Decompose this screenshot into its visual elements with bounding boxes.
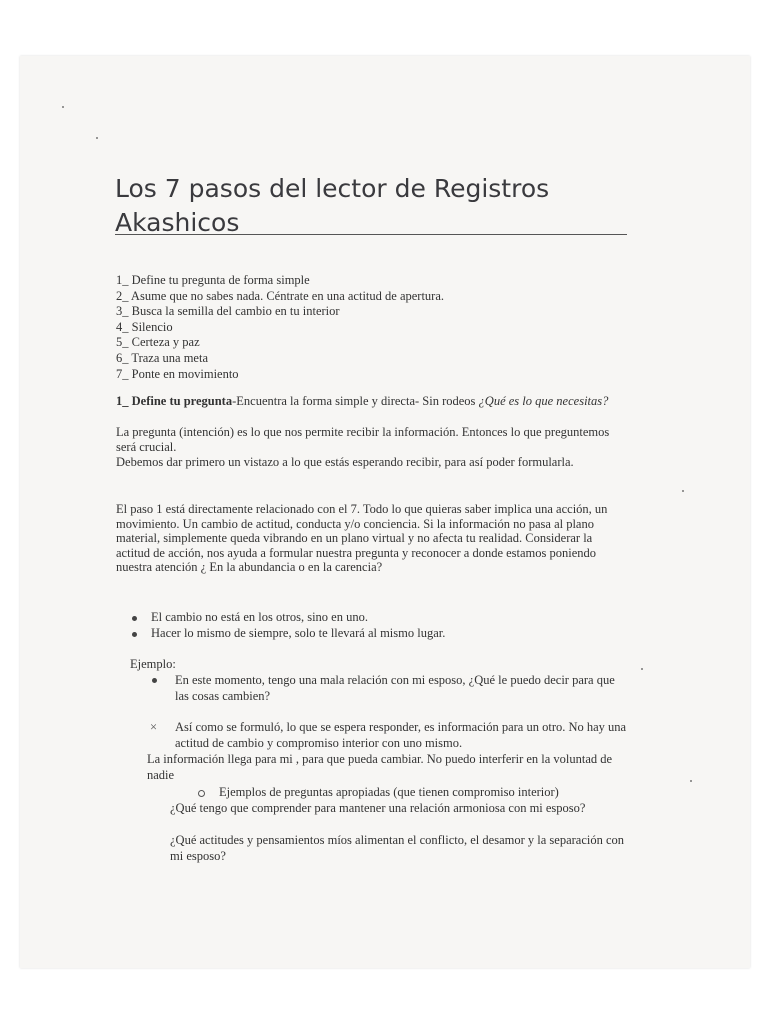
info-line: La información llega para mi , para que pueda cambiar. No puedo interferir en la voluntad de nadie: [147, 752, 613, 782]
paragraph-intention: La pregunta (intención) es lo que nos permite recibir la información. Entonces lo que preguntemos será crucial.: [116, 425, 610, 454]
sub-bullet: Ejemplos de preguntas apropiadas (que tienen compromiso interior): [198, 784, 559, 800]
step-item: 4_ Silencio: [116, 319, 173, 334]
steps-list: [116, 273, 444, 382]
question-2: ¿Qué actitudes y pensamientos míos alimentan el conflicto, el desamor y la separación con mi esposo?: [170, 833, 625, 863]
paper-speck: [682, 490, 684, 492]
ejemplo-item: En este momento, tengo una mala relación con mi esposo, ¿Qué le puedo decir para que las cosas cambien?: [152, 672, 622, 704]
step-item: 1_ Define tu pregunta de forma simple: [116, 273, 310, 287]
paper-speck: [62, 106, 64, 108]
step1-text: -Encuentra la forma simple y directa- Sin rodeos: [232, 394, 479, 408]
document-title: Los 7 pasos del lector de Registros Akashicos: [115, 174, 550, 237]
bullet-dot: [132, 632, 137, 637]
step-item: 3_ Busca la semilla del cambio en tu interior: [116, 304, 340, 319]
step-item: 2_ Asume que no sabes nada. Céntrate en una actitud de apertura.: [116, 288, 445, 303]
bullet-item: El cambio no está en los otros, sino en uno.: [132, 609, 368, 625]
cross-item: × Así como se formuló, lo que se espera responder, es información para un otro. No hay una actitud de cambio y compromiso interior con uno mismo.: [150, 720, 627, 750]
cross-icon: ×: [150, 720, 158, 734]
bullet-dot: [152, 678, 157, 683]
paper-speck: [96, 137, 98, 139]
paragraph-step1-step7: El paso 1 está directamente relacionado con el 7. Todo lo que quieras saber implica una acción, un movimiento. Un cambio de actitud, conducta y/o conciencia. Si la información no pasa al plano material, simplemente queda vibrando en un plano virtual y no afecta tu realidad. Considerar la actitud de acción, nos ayuda a formular nuestra pregunta y reconocer a donde estamos poniendo nuestra atención ¿ En la abundancia o en la carencia?: [116, 502, 608, 574]
step1-question: ¿Qué es lo que necesitas?: [478, 394, 609, 408]
step-item: 5_ Certeza y paz: [116, 335, 200, 350]
bullet-item: Hacer lo mismo de siempre, solo te llevará al mismo lugar.: [132, 625, 445, 641]
step-item: 7_ Ponte en movimiento: [116, 366, 239, 381]
paragraph-step1: [116, 394, 626, 409]
sub-bullet-circle: [198, 790, 205, 797]
step1-heading: 1_ Define tu pregunta: [116, 394, 233, 408]
ejemplo-label: Ejemplo:: [130, 657, 176, 671]
paper-speck: [641, 668, 643, 670]
paragraph-vistazo: Debemos dar primero un vistazo a lo que estás esperando recibir, para así poder formularla.: [116, 455, 574, 469]
question-1: ¿Qué tengo que comprender para mantener una relación armoniosa con mi esposo?: [170, 801, 586, 815]
bullet-dot: [132, 616, 137, 621]
step-item: 6_ Traza una meta: [116, 350, 208, 365]
title-underline: [115, 234, 627, 235]
paper-speck: [690, 780, 692, 782]
